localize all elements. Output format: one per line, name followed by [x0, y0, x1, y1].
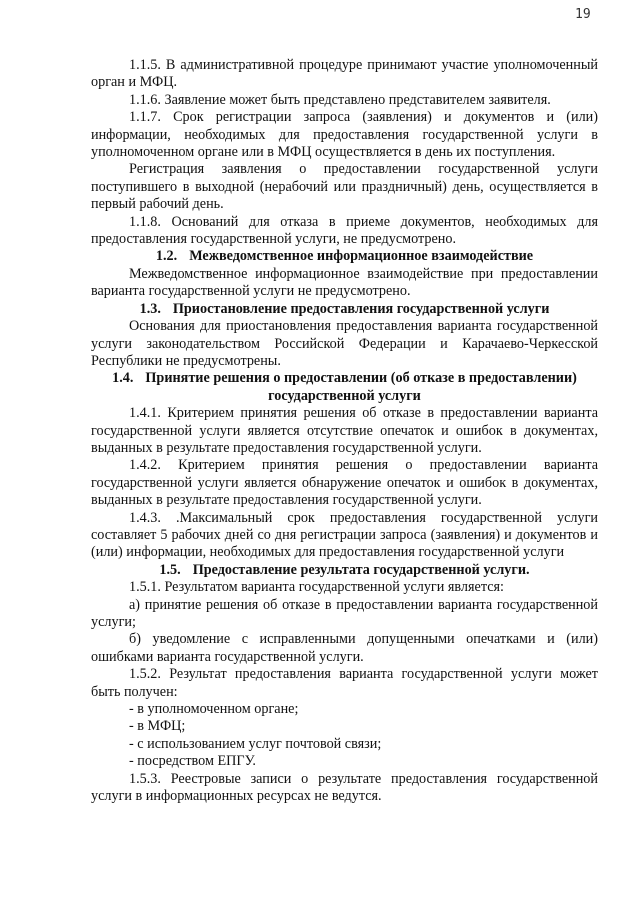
paragraph: 1.5.3. Реестровые записи о результате предоставления государственной услуги в информационных ресурсах не ведутся. — [91, 770, 598, 805]
paragraph: а) принятие решения об отказе в предоставлении варианта государственной услуги; — [91, 596, 598, 630]
section-number: 1.2. — [155, 248, 178, 265]
paragraph: 1.4.3. .Максимальный срок предоставления государственной услуги составляет 5 рабочих дней со дня регистрации запроса (заявления) и документов и (или) информации, необходимых для предоставления государственной услуги — [91, 509, 598, 561]
paragraph: 1.5.1. Результатом варианта государственной услуги является: — [129, 579, 504, 596]
paragraph: 1.1.7. Срок регистрации запроса (заявления) и документов и (или) информации, необходимых для предоставления государственной услуги в уполномоченном органе или в МФЦ осуществляется в день их поступления. — [91, 109, 598, 161]
document-body — [91, 57, 598, 805]
section-title: Приостановление предоставления государственной услуги — [172, 300, 550, 317]
list-item: - посредством ЕПГУ. — [129, 753, 256, 770]
paragraph: Основания для приостановления предоставления варианта государственной услуги законодательством Российской Федерации и Карачаево-Черкесской Республики не предусмотрены. — [91, 318, 598, 369]
section-number: 1.3. — [139, 300, 161, 317]
list-item: - с использованием услуг почтовой связи; — [129, 735, 382, 752]
section-heading — [91, 370, 598, 405]
paragraph: 1.5.2. Результат предоставления варианта государственной услуги может быть получен: — [91, 666, 598, 700]
paragraph: Регистрация заявления о предоставлении государственной услуги поступившего в выходной (нерабочий или праздничный) день, осуществляется в первый рабочий день. — [91, 161, 598, 213]
section-number: 1.4. — [112, 370, 134, 387]
section-title: Предоставление результата государственной услуги. — [192, 561, 530, 578]
page-number: 19 — [575, 7, 591, 22]
paragraph: б) уведомление с исправленными допущенными опечатками и (или) ошибками варианта государственной услуги. — [91, 631, 598, 665]
paragraph: 1.4.2. Критерием принятия решения о предоставлении варианта государственной услуги является обнаружение опечаток и ошибок в документах, выданных в результате предоставления государственной услуги. — [91, 457, 598, 509]
paragraph: Межведомственное информационное взаимодействие при предоставлении варианта государственной услуги не предусмотрено. — [91, 265, 598, 300]
paragraph: 1.1.6. Заявление может быть представлено представителем заявителя. — [129, 91, 551, 108]
section-heading — [91, 562, 598, 579]
list-item: - в уполномоченном органе; — [129, 701, 299, 718]
list-item: - в МФЦ; — [129, 718, 186, 735]
paragraph: 1.1.8. Оснований для отказа в приеме документов, необходимых для предоставления государственной услуги, не предусмотрено. — [91, 213, 598, 248]
section-title: Межведомственное информационное взаимодействие — [189, 248, 534, 265]
section-number: 1.5. — [159, 561, 181, 578]
section-heading — [91, 301, 598, 318]
section-heading — [91, 248, 598, 265]
paragraph: 1.4.1. Критерием принятия решения об отказе в предоставлении варианта государственной услуги является отсутствие опечаток и ошибок в документах, выданных в результате предоставления государственной услуги. — [91, 405, 598, 456]
section-title: Принятие решения о предоставлении (об отказе в предоставлении) государственной услуги — [145, 370, 577, 404]
paragraph: 1.1.5. В административной процедуре принимают участие уполномоченный орган и МФЦ. — [91, 57, 598, 91]
